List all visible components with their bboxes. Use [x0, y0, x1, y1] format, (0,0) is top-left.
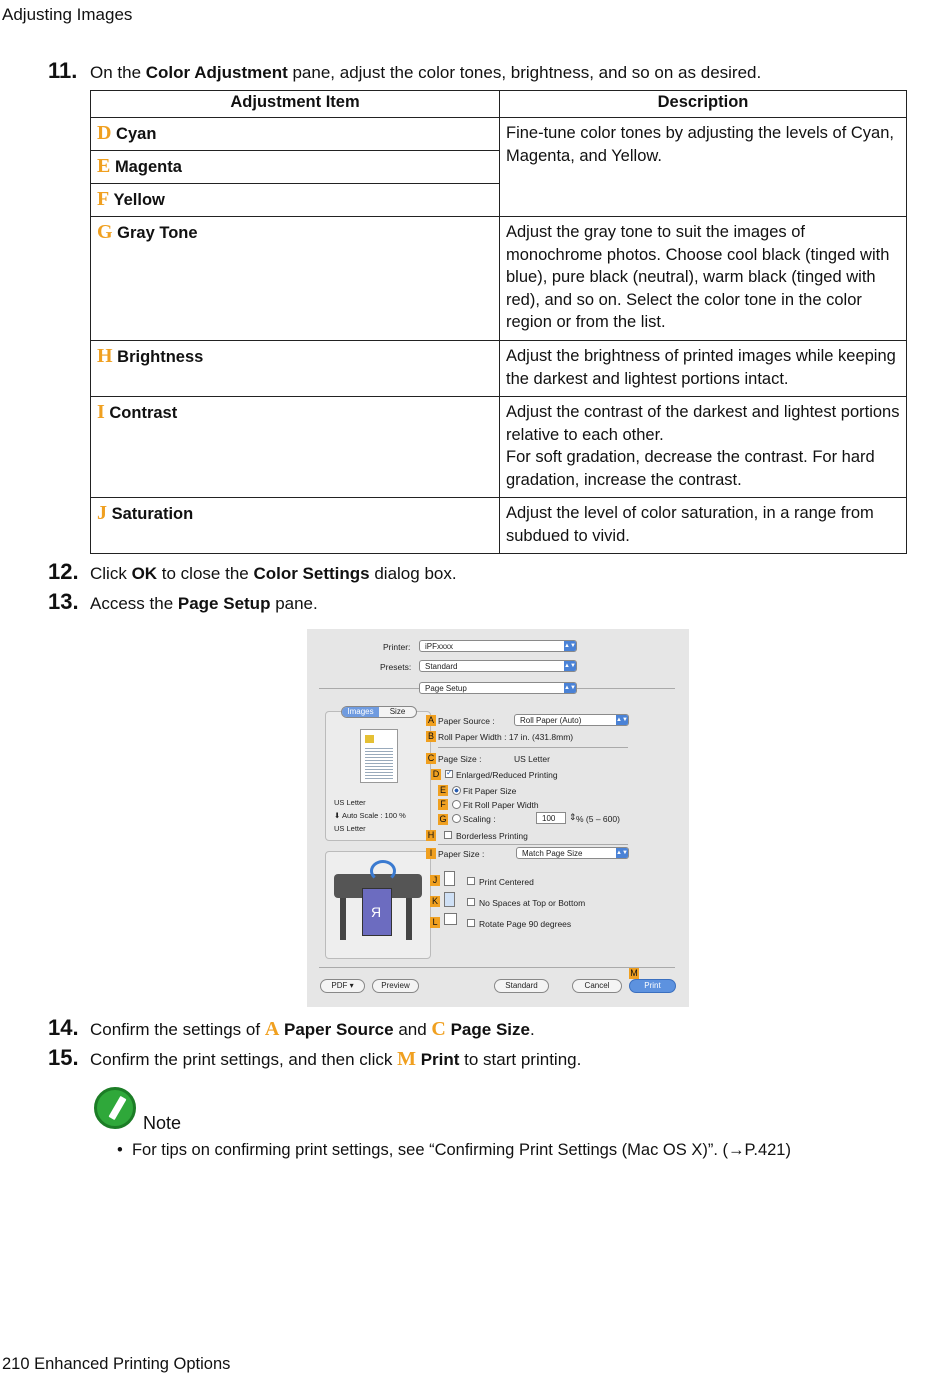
note-title: Note [143, 1113, 182, 1133]
print-centered-checkbox[interactable] [467, 877, 475, 885]
page-setup-dialog: Printer: iPFxxxx ▲▼ Presets: Standard ▲▼ Page Setup ▲▼ Images Size US Letter ⬇ Auto Scale : 100 % US Letter R A Paper Source : Roll Paper (Auto) ▲▼ B Roll Paper Width : 17 in. (431.8mm) C Page Size : US Letter D ✓ Enlarged/Reduced Printing E Fit Paper Size F Fit Roll Paper Width G Scaling : 100 ⇕ % (5 – 600) H Borderless Printing I Paper Size : Match Page Size ▲▼ J Print Centered K No Spaces at Top or Bottom L Rotate Page 90 degrees M PDF ▾ Preview Standard Cancel Print [307, 629, 689, 1007]
preview-tabs [341, 706, 417, 718]
borderless-checkbox[interactable] [444, 831, 452, 839]
popup-arrow-icon: ▲▼ [616, 717, 628, 723]
printer-select[interactable]: iPFxxxx ▲▼ [419, 640, 577, 652]
pdf-button[interactable]: PDF ▾ [320, 979, 365, 993]
presets-select[interactable]: Standard ▲▼ [419, 660, 577, 672]
col-header-item: Adjustment Item [91, 91, 500, 118]
step-14: 14. Confirm the settings of A Paper Source and C Page Size. [48, 1015, 535, 1040]
standard-button[interactable]: Standard [494, 979, 549, 993]
cancel-button[interactable]: Cancel [572, 979, 622, 993]
rotate-icon [444, 913, 457, 925]
scaling-input[interactable]: 100 [536, 812, 566, 824]
scaling-stepper[interactable]: ⇕ [569, 812, 577, 822]
table-row-brightness: H Brightness [91, 341, 500, 397]
table-row-yellow: F Yellow [91, 184, 500, 217]
paper-size-select[interactable]: Match Page Size ▲▼ [516, 847, 629, 859]
note-item: • For tips on confirming print settings, see “Confirming Print Settings (Mac OS X)”. (→P.421) [117, 1141, 791, 1159]
desc-cmy: Fine-tune color tones by adjusting the levels of Cyan, Magenta, and Yellow. [500, 118, 907, 217]
paper-source-select[interactable]: Roll Paper (Auto) ▲▼ [514, 714, 629, 726]
table-row-magenta: E Magenta [91, 151, 500, 184]
step-13: 13. Access the Page Setup pane. [48, 589, 318, 614]
page-thumbnail [360, 729, 398, 783]
table-row-saturation: J Saturation [91, 498, 500, 554]
desc-saturation: Adjust the level of color saturation, in a range from subdued to vivid. [500, 498, 907, 554]
no-spaces-icon [444, 892, 455, 907]
rotate-checkbox[interactable] [467, 919, 475, 927]
desc-contrast: Adjust the contrast of the darkest and lightest portions relative to each other. For soft gradation, decrease the contrast. For hard gradation, increase the contrast. [500, 397, 907, 498]
fit-roll-radio[interactable] [452, 800, 461, 809]
popup-arrow-icon: ▲▼ [616, 850, 628, 856]
step-11: 11. On the Color Adjustment pane, adjust the color tones, brightness, and so on as desired. [48, 58, 762, 83]
adjustment-table [90, 90, 907, 554]
print-centered-icon [444, 871, 455, 886]
preview-button[interactable]: Preview [372, 979, 419, 993]
table-row-gray-tone: G Gray Tone [91, 217, 500, 341]
running-header: Adjusting Images [2, 5, 133, 24]
popup-arrow-icon: ▲▼ [564, 685, 576, 691]
popup-arrow-icon: ▲▼ [564, 663, 576, 669]
col-header-description: Description [500, 91, 907, 118]
popup-arrow-icon: ▲▼ [564, 643, 576, 649]
desc-gray-tone: Adjust the gray tone to suit the images of monochrome photos. Choose cool black (tinged with blue), pure black (neutral), warm black (tinged with red), and so on. Select the color tone in the color region or from the list. [500, 217, 907, 341]
tab-size[interactable]: Size [389, 707, 406, 716]
note-pencil-icon [94, 1087, 136, 1129]
pane-select[interactable]: Page Setup ▲▼ [419, 682, 577, 694]
fit-paper-radio[interactable] [452, 786, 461, 795]
step-15: 15. Confirm the print settings, and then click M Print to start printing. [48, 1045, 582, 1070]
tab-images[interactable]: Images [342, 707, 379, 717]
scaling-radio[interactable] [452, 814, 461, 823]
no-spaces-checkbox[interactable] [467, 898, 475, 906]
enlarged-checkbox[interactable]: ✓ [446, 768, 453, 777]
page-footer: 210 Enhanced Printing Options [2, 1355, 231, 1373]
step-12: 12. Click OK to close the Color Settings dialog box. [48, 559, 457, 584]
table-row-contrast: I Contrast [91, 397, 500, 498]
desc-brightness: Adjust the brightness of printed images while keeping the darkest and lightest portions intact. [500, 341, 907, 397]
printer-illustration: R [325, 851, 431, 959]
print-button[interactable]: Print [629, 979, 676, 993]
table-row-cyan: D Cyan [91, 118, 500, 151]
